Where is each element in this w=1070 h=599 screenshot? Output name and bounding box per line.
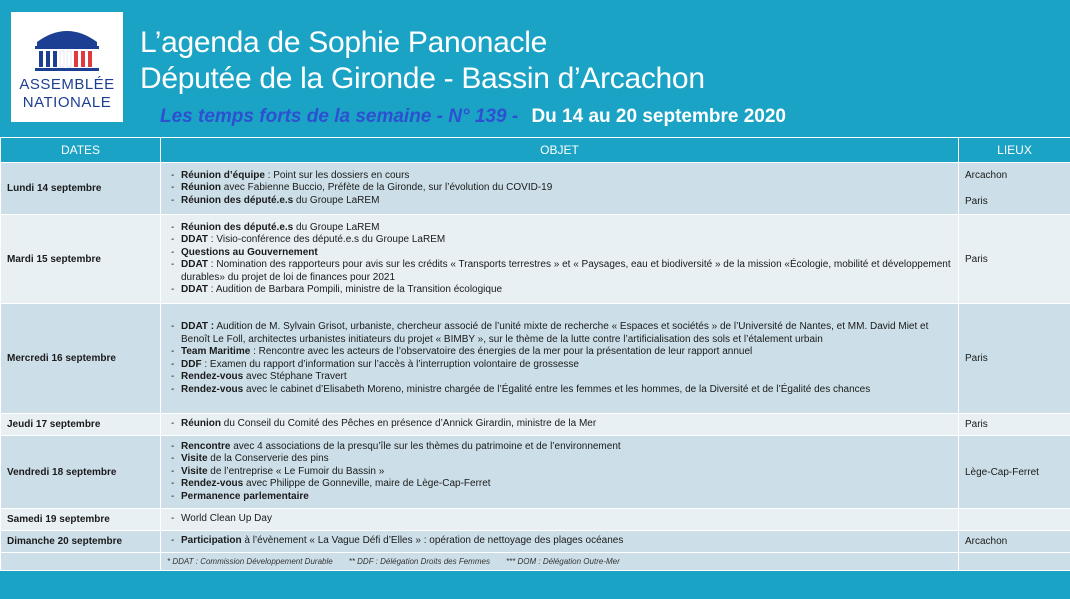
event-item — [167, 384, 952, 397]
row-lieux — [959, 414, 1070, 436]
assemblee-nationale-logo — [11, 12, 123, 122]
location: Lège-Cap-Ferret — [965, 466, 1039, 478]
footnote: *** DOM : Délégation Outre-Mer — [505, 557, 620, 566]
footnote: ** DDF : Délégation Droits des Femmes — [348, 557, 490, 566]
event-title: DDAT — [181, 234, 209, 245]
event-detail: avec Philippe de Gonneville, maire de Lège-Cap-Ferret — [243, 478, 491, 490]
logo-text-line2: NATIONALE — [22, 94, 112, 111]
row-objet — [161, 509, 959, 531]
event-title: Réunion — [181, 418, 221, 430]
agenda-body — [1, 163, 1070, 571]
row-objet — [161, 436, 959, 509]
week-banner — [160, 106, 786, 128]
row-objet — [161, 414, 959, 436]
event-detail: : Visio-conférence des député.e.s du Groupe LaREM — [208, 234, 446, 245]
event-detail: : Nomination des rapporteurs pour avis sur les crédits « Transports terrestres » et « Paysages, eau et biodiversité » de la mission «Écologie, mobilité et développement durables» du projet de loi de finances pour 2021 — [181, 259, 951, 283]
row-lieux — [959, 531, 1070, 553]
event-title: Réunion des député.e.s — [181, 194, 294, 206]
event-list — [167, 321, 952, 396]
location: Paris — [965, 196, 988, 207]
event-title: DDAT — [181, 259, 209, 270]
row-objet — [161, 531, 959, 553]
logo-text-line1: ASSEMBLÉE — [19, 76, 115, 93]
event-title: Rendez-vous — [181, 478, 244, 490]
row-objet — [161, 215, 959, 304]
row-date: Dimanche 20 septembre — [1, 531, 161, 553]
agenda-row — [1, 163, 1070, 215]
event-title: DDAT : — [181, 321, 215, 332]
row-date: Vendredi 18 septembre — [1, 436, 161, 509]
event-item — [167, 418, 952, 431]
event-title: Réunion des député.e.s — [181, 221, 294, 233]
event-item — [167, 441, 952, 454]
event-item — [167, 234, 952, 247]
event-item — [167, 371, 952, 384]
event-title: Rencontre — [181, 440, 231, 452]
event-title: Participation — [181, 535, 242, 547]
event-detail: avec 4 associations de la presqu’île sur les thèmes du patrimoine et de l’environnement — [230, 440, 621, 452]
agenda-row — [1, 414, 1070, 436]
footnote-spacer — [1, 553, 161, 571]
hemicycle-icon — [31, 22, 103, 72]
event-detail: de l’entreprise « Le Fumoir du Bassin » — [207, 465, 385, 477]
page-title: L’agenda de Sophie Panonacle — [140, 26, 547, 59]
table-header-row — [1, 138, 1070, 163]
footnotes — [161, 553, 959, 571]
row-lieux — [959, 509, 1070, 531]
event-detail: : Audition de Barbara Pompili, ministre de la Transition écologique — [208, 284, 503, 295]
event-detail: avec Stéphane Travert — [243, 371, 347, 382]
row-lieux — [959, 215, 1070, 304]
row-lieux — [959, 163, 1070, 215]
column-header-lieux: LIEUX — [959, 138, 1070, 163]
event-title: DDAT — [181, 284, 209, 295]
event-item — [167, 195, 952, 208]
event-detail: : Rencontre avec les acteurs de l’observatoire des énergies de la mer pour la présentation de leur rapport annuel — [250, 346, 753, 357]
row-lieux — [959, 436, 1070, 509]
location — [965, 513, 1064, 526]
row-date: Samedi 19 septembre — [1, 509, 161, 531]
event-item — [167, 321, 952, 346]
event-item — [167, 284, 952, 297]
event-detail: de la Conserverie des pins — [207, 453, 329, 465]
footnote: * DDAT : Commission Développement Durable — [167, 557, 333, 566]
row-lieux — [959, 304, 1070, 414]
event-item — [167, 453, 952, 466]
page-subtitle-role: Députée de la Gironde - Bassin d’Arcachon — [140, 62, 705, 95]
footnote-spacer-right — [959, 553, 1070, 571]
event-detail: du Conseil du Comité des Pêches en présence d’Annick Girardin, ministre de la Mer — [221, 418, 597, 430]
agenda-row — [1, 509, 1070, 531]
location: Paris — [965, 353, 988, 364]
column-header-dates: DATES — [1, 138, 161, 163]
event-item — [167, 491, 952, 504]
event-item — [167, 535, 952, 548]
location: Paris — [965, 253, 988, 265]
column-header-objet: OBJET — [161, 138, 959, 163]
event-title: Rendez-vous — [181, 371, 244, 382]
agenda-row — [1, 436, 1070, 509]
event-title: Réunion — [181, 182, 221, 194]
event-title: Permanence parlementaire — [181, 490, 309, 502]
event-list — [167, 535, 952, 548]
page-header — [0, 0, 1070, 137]
event-detail: : Examen du rapport d’information sur l’accès à l’interruption volontaire de grossesse — [201, 358, 579, 370]
row-date: Mardi 15 septembre — [1, 215, 161, 304]
row-date: Mercredi 16 septembre — [1, 304, 161, 414]
event-detail: World Clean Up Day — [181, 513, 272, 525]
event-item — [167, 513, 952, 526]
week-date-range: Du 14 au 20 septembre 2020 — [531, 106, 786, 127]
event-item — [167, 182, 952, 195]
event-detail: avec Fabienne Buccio, Préfète de la Gironde, sur l’évolution du COVID-19 — [221, 182, 553, 194]
location: Arcachon — [965, 536, 1008, 547]
row-date: Lundi 14 septembre — [1, 163, 161, 215]
event-list — [167, 170, 952, 208]
event-detail: à l’évènement « La Vague Défi d’Elles » : opération de nettoyage des plages océanes — [241, 535, 624, 547]
row-objet — [161, 163, 959, 215]
event-list — [167, 418, 952, 431]
event-title: Visite — [181, 453, 208, 465]
event-title: Questions au Gouvernement — [181, 246, 318, 258]
event-detail: du Groupe LaREM — [293, 221, 380, 233]
event-title: Rendez-vous — [181, 383, 244, 395]
event-title: Visite — [181, 465, 208, 477]
location — [965, 182, 1064, 195]
agenda-table — [0, 137, 1070, 571]
location: Arcachon — [965, 170, 1008, 181]
week-number-label: Les temps forts de la semaine - N° 139 - — [160, 106, 519, 127]
event-item — [167, 346, 952, 359]
event-item — [167, 259, 952, 284]
event-list — [167, 222, 952, 297]
event-title: Team Maritime — [181, 346, 251, 357]
agenda-row — [1, 304, 1070, 414]
event-item — [167, 466, 952, 479]
event-title: DDF — [181, 358, 202, 370]
agenda-row — [1, 531, 1070, 553]
event-item — [167, 359, 952, 372]
event-detail: : Point sur les dossiers en cours — [264, 169, 410, 181]
event-item — [167, 170, 952, 183]
location: Paris — [965, 419, 988, 430]
row-objet — [161, 304, 959, 414]
event-item — [167, 478, 952, 491]
event-item — [167, 247, 952, 260]
event-title: Réunion d’équipe — [181, 169, 265, 181]
event-detail: Audition de M. Sylvain Grisot, urbaniste, chercheur associé de l’unité mixte de recherche « Espaces et sociétés » de l’Université de Nantes, et MM. David Miet et Benoît Le Foll, architectes urbanistes initiateurs du projet « BIMBY », sur le thème de la lutte contre l’artificialisation des sols et l’étalement urbain — [181, 321, 929, 345]
event-detail: avec le cabinet d’Elisabeth Moreno, ministre chargée de l’Égalité entre les femmes et les hommes, de la Diversité et de l’Égalité des chances — [243, 383, 871, 395]
event-detail: du Groupe LaREM — [293, 194, 380, 206]
row-date: Jeudi 17 septembre — [1, 414, 161, 436]
agenda-row — [1, 215, 1070, 304]
footnote-row — [1, 553, 1070, 571]
event-list — [167, 441, 952, 504]
event-item — [167, 222, 952, 235]
event-list — [167, 513, 952, 526]
